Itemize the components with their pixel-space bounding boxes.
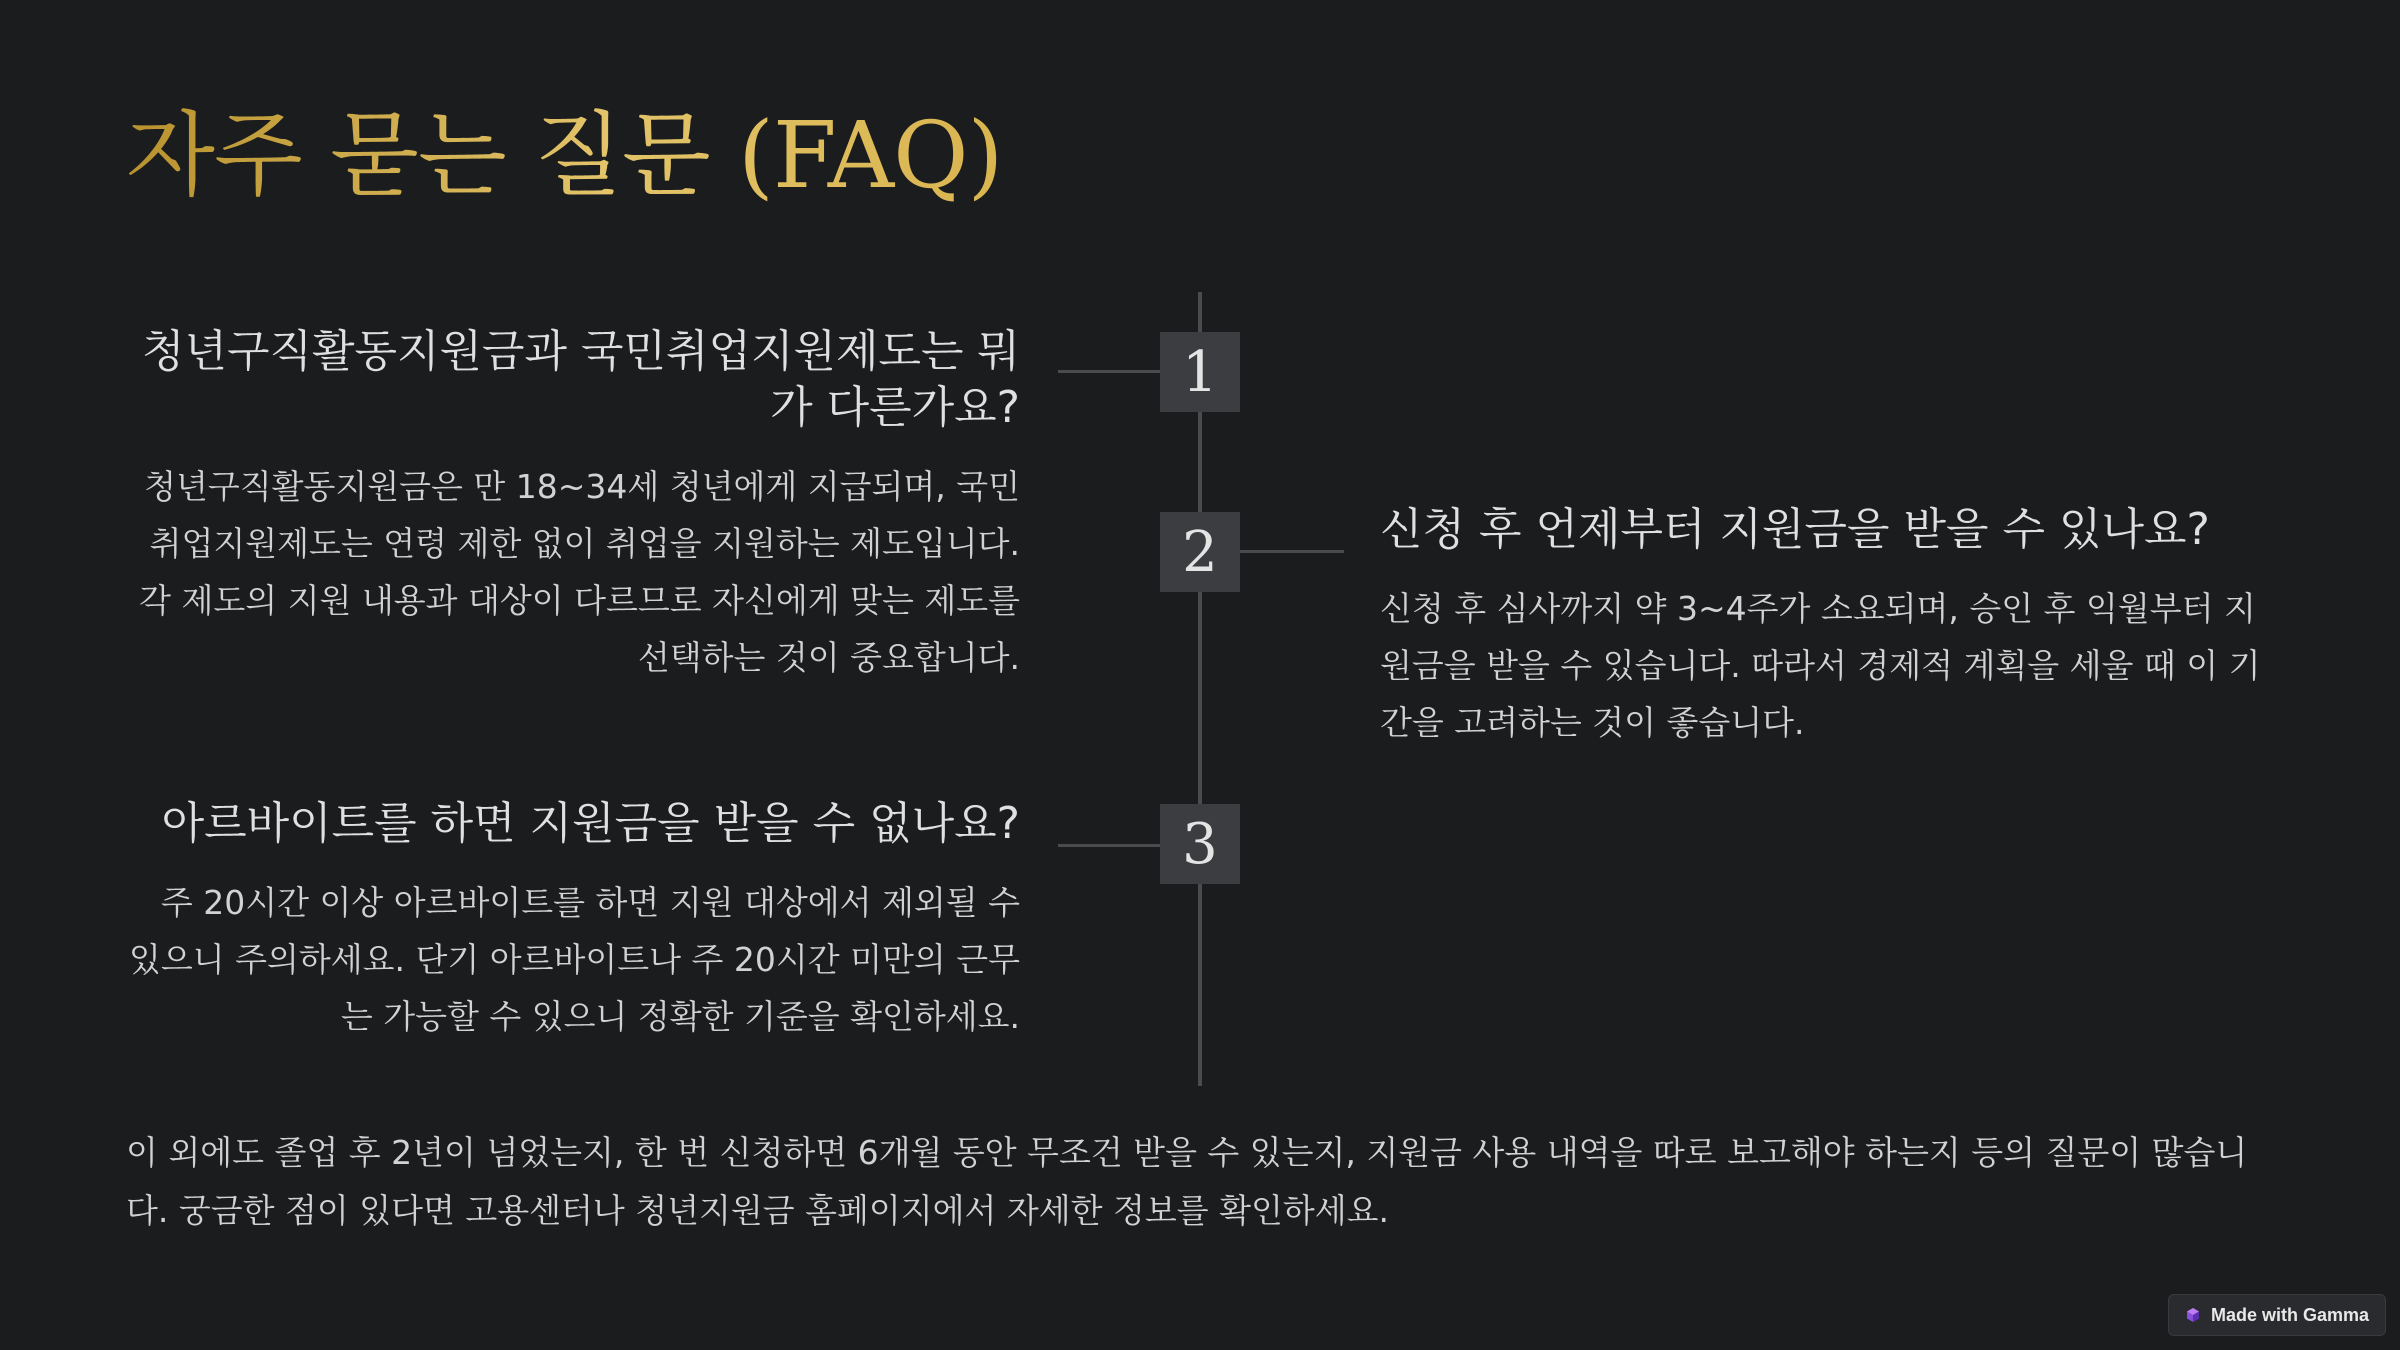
badge-label: Made with Gamma [2210,1304,2369,1325]
step-marker-1: 1 [1160,332,1240,412]
made-with-gamma-badge[interactable] [2168,1294,2386,1336]
faq-item-1 [126,324,1020,686]
footer-note: 이 외에도 졸업 후 2년이 넘었는지, 한 번 신청하면 6개월 동안 무조건 받을 수 있는지, 지원금 사용 내역을 따로 보고해야 하는지 등의 질문이 많습니다. 궁금한 점이 있다면 고용센터나 청년지원금 홈페이지에서 자세한 정보를 확인하세요. [126,1133,2248,1230]
connector-2 [1240,550,1344,553]
faq-question-2: 신청 후 언제부터 지원금을 받을 수 있나요? [1380,504,2210,555]
faq-answer-1: 청년구직활동지원금은 만 18~34세 청년에게 지급되며, 국민취업지원제도는 연령 제한 없이 취업을 지원하는 제도입니다. 각 제도의 지원 내용과 대상이 다르므로 자신에게 맞는 제도를 선택하는 것이 중요합니다. [139,467,1020,677]
connector-1 [1058,370,1160,373]
faq-item-2 [1380,502,2280,751]
gamma-logo-icon [2185,1307,2201,1323]
page-title: 자주 묻는 질문 (FAQ) [126,96,1002,216]
step-marker-3: 3 [1160,804,1240,884]
faq-answer-3: 주 20시간 이상 아르바이트를 하면 지원 대상에서 제외될 수 있으니 주의하세요. 단기 아르바이트나 주 20시간 미만의 근무는 가능할 수 있으니 정확한 기준을 확인하세요. [129,883,1020,1036]
faq-question-3: 아르바이트를 하면 지원금을 받을 수 없나요? [161,798,1020,849]
step-marker-2: 2 [1160,512,1240,592]
faq-question-1: 청년구직활동지원금과 국민취업지원제도는 뭐가 다른가요? [141,326,1020,433]
faq-answer-2: 신청 후 심사까지 약 3~4주가 소요되며, 승인 후 익월부터 지원금을 받을 수 있습니다. 따라서 경제적 계획을 세울 때 이 기간을 고려하는 것이 좋습니다. [1380,589,2261,742]
connector-3 [1058,844,1160,847]
faq-item-3 [126,796,1020,1045]
